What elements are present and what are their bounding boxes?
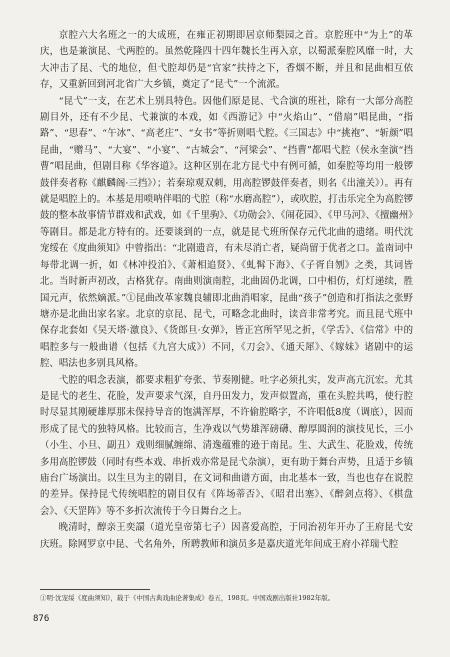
page-number: 876 — [33, 614, 50, 624]
footnote-divider — [40, 589, 150, 590]
paragraph-3: 弋腔的唱念表演，都要求粗犷夸张、节奏刚健。吐字必须扎实，发声高亢沉宏。尤其是昆弋的老生、花脸，发声要求气深，自丹田发力，发声似置高，重在头腔共鸣，使行腔时尽显其刚硬雄厚那未保持导音的饱满浑厚，不许偷腔略字，不许唱低8度（调底），因而形成了昆弋的独特风格。比较而言，生净戏以气势雄浑磅礴、醇厚圆润的演技见长，三小（小生、小旦、副丑）戏则细腻缠绵、清逸蕴雅的逊于南昆。生、大武生、花脸戏，传统多用高腔锣鼓（同时有些本戏、串折戏亦常是昆弋杂演），更有助于舞台声势，且适于乡镇庙台广场演出。以生旦为主的剧目，在文词和曲谱方面，由北基本一致，当也也存在说腔的差异。保持昆弋传统唱腔的剧目仅有《阵场蒂否》、《昭君出塞》、《醉剑点将》、《棋盘会》、《天罡阵》等不多折次流传于今日舞台之上。 — [40, 374, 413, 517]
paragraph-4: 晚清时，醇亲王奕譞（道光皇帝第七子）因喜爱高腔，于同治初年开办了王府昆弋安庆班。除网罗京中昆、弋名角外，所聘教师和演员多是嘉庆道光年间成王府小祥瑞弋腔 — [40, 522, 413, 550]
paragraph-2: “昆弋”一支，在艺术上别具特色。因他们原是昆、弋合演的班社，除有一大部分高腔剧目外，还有不少昆、弋兼演的本戏，如《西游记》中“火焰山”、“借扇”唱昆曲，“指路”、“思春”、“午冰”、“高老庄”、“女书”等折则唱弋腔。《三国志》中“挑袍”、“斩颜”唱昆曲，“赠马”、“大宴”、“小宴”、“古城会”、“河梁会”、“挡曹”都唱弋腔（侯永奎演“挡曹”唱昆曲，但剧目称《华容道》。这种区别在北方昆弋中有例可循，如秦腔等均用一般锣鼓伴奏者称《麒麟阁·三挡》）；若秦琼观双刺，用高腔锣鼓伴奏者，则名《出潼关》）。再有就是唱腔上的。本基是用唢呐伴唱的弋腔（称“水磨高腔”），或吹腔，打击乐完全为高腔锣鼓的整本故事情节群戏和武戏，如《千里驹》、《功勋会》、《闹花园》、《甲马河》、《擅幽州》等剧目。都是北方特有的。还要谈到的一点，就是昆弋班所保存元代北曲的遗绪。明代沈宠绥在《度曲须知》中曾指出：“北剧遗音，有未尽消亡者，疑尚留于优者之口。盖南词中每带北调一折，如《林冲投泊》、《萧相追贤》、《虬髯下海》、《子胥自刎》之类，其词皆北。当时新声初改，古格犹存。南曲则演南腔，北曲固仍北调，口中相仿，灯灯递续，胜国元声，依然嫡派。”①昆曲改革家魏良辅即北曲消唱家，昆曲“孩子”创造和打指法之张野塘亦是北曲出家名家。北京的京昆、昆弋，可略念北曲时，读音非常考究。而且昆弋班中保存北套如《吴天塔·激良》、《货郎旦·女弹》，皆正宫所罕见之折，《学舌》、《信常》中的唱腔多与一般曲谱（包括《九宫大成》）不同，《刀会》、《通天犀》、《嫁妹》诸剧中的运腔、唱法也多别具风格。 — [40, 95, 413, 370]
footnote: ①明·沈宠绥《度曲须知》，载于《中国古典戏曲论著集成》卷五，198页。中国戏剧出版社1982年版。 — [40, 594, 335, 602]
main-text — [40, 28, 413, 553]
paragraph-1: 京腔六大名班之一的大成班，在雍正初期即居京师梨园之首。京腔班中“为上”的革庆，也是兼演昆、弋两腔的。虽然乾隆四十四年魏长生再入京，以蜀派秦腔风靡一时，大大冲击了昆、弋的地位，但弋腔却仍是“官家”扶持之下，香烟不断，并且和昆曲相互依存，又重新回到河北省广大乡镇，奠定了“昆弋”一个流派。 — [40, 30, 413, 91]
